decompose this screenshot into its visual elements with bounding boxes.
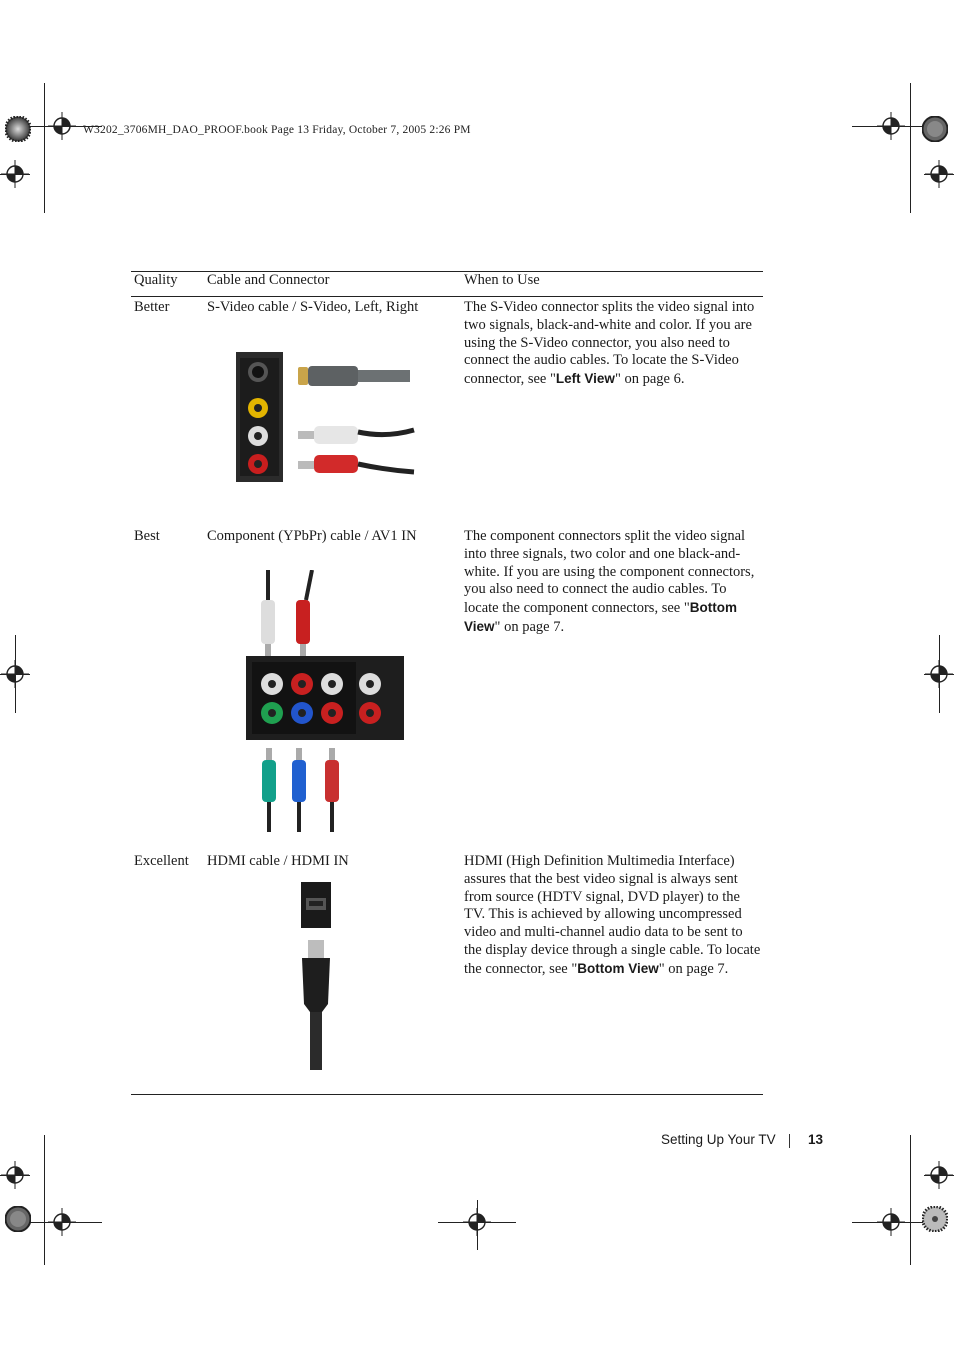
quality-cell: Better <box>134 299 170 315</box>
cross-reference: Bottom View <box>464 600 737 634</box>
table-bottom-rule <box>131 1094 763 1095</box>
quality-cell: Best <box>134 528 160 544</box>
quality-cell: Excellent <box>134 853 189 869</box>
color-dial-icon <box>5 1206 31 1232</box>
footer-separator <box>789 1134 790 1148</box>
page-number: 13 <box>808 1132 824 1147</box>
registration-mark-icon <box>877 1208 905 1236</box>
registration-mark-icon <box>1 160 29 188</box>
color-dial-icon <box>922 1206 948 1232</box>
hdmi-connector-image <box>298 880 334 1070</box>
cross-reference: Left View <box>555 371 615 387</box>
registration-mark-icon <box>877 112 905 140</box>
header-cable: Cable and Connector <box>207 272 330 288</box>
cable-cell: HDMI cable / HDMI IN <box>207 853 349 869</box>
when-cell: The S-Video connector splits the video signal into two signals, black-and-white and color. If you are using the S-Video connector, you also need to connect the audio cables. To locate the S-Video connector, see "Left View" on page 6. <box>464 299 755 388</box>
footer-section-title: Setting Up Your TV <box>661 1132 776 1147</box>
registration-mark-icon <box>925 160 953 188</box>
cable-cell: S-Video cable / S-Video, Left, Right <box>207 299 419 315</box>
header-quality: Quality <box>134 272 178 288</box>
color-dial-icon <box>922 116 948 142</box>
registration-mark-icon <box>1 660 29 688</box>
registration-mark-icon <box>925 660 953 688</box>
registration-mark-icon <box>48 1208 76 1236</box>
header-when: When to Use <box>464 272 540 288</box>
registration-mark-icon <box>925 1161 953 1189</box>
svideo-connector-image <box>236 352 418 482</box>
registration-mark-icon <box>463 1208 491 1236</box>
table-header-rule <box>131 296 763 297</box>
color-dial-icon <box>5 116 31 142</box>
component-connector-image <box>246 570 404 832</box>
when-cell: HDMI (High Definition Multimedia Interface) assures that the best video signal is always sent from source (HDTV signal, DVD player) to the TV. This is achieved by allowing uncompressed video and multi-channel audio data to be sent to the display device through a single cable. To locate the connector, see "Bottom View" on page 7. <box>464 853 761 977</box>
proof-slug: W3202_3706MH_DAO_PROOF.book Page 13 Friday, October 7, 2005 2:26 PM <box>83 124 471 136</box>
registration-mark-icon <box>48 112 76 140</box>
registration-mark-icon <box>1 1161 29 1189</box>
when-cell: The component connectors split the video signal into three signals, two color and one black-and-white. If you are using the component connectors, you also need to connect the audio cables. To locate the component connectors, see "Bottom View" on page 7. <box>464 528 755 635</box>
cable-cell: Component (YPbPr) cable / AV1 IN <box>207 528 417 544</box>
cross-reference: Bottom View <box>577 960 659 976</box>
